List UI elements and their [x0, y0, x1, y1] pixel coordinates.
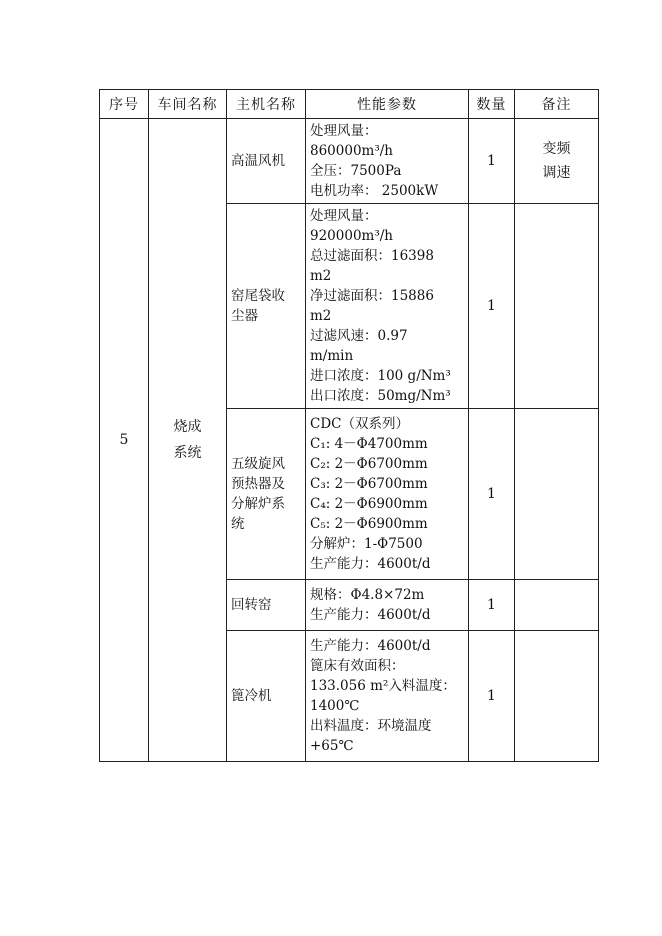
param-line: 规格：Φ4.8×72m — [310, 587, 425, 603]
unit-cell — [227, 119, 306, 204]
param-line: 860000m³/h — [310, 143, 393, 159]
unit-line: 回转窑 — [231, 597, 272, 613]
qty-cell: 1 — [469, 119, 515, 204]
equipment-spec-table — [99, 89, 599, 762]
unit-cell — [227, 580, 306, 631]
header-params: 性能参数 — [306, 90, 469, 119]
unit-line: 统 — [231, 516, 245, 532]
unit-line: 高温风机 — [231, 153, 285, 169]
header-unit: 主机名称 — [227, 90, 306, 119]
params-cell — [306, 631, 469, 762]
unit-cell — [227, 631, 306, 762]
unit-line: 预热器及 — [231, 476, 285, 492]
workshop-cell — [149, 119, 227, 762]
params-cell — [306, 204, 469, 409]
param-line: 分解炉：1-Φ7500 — [310, 536, 423, 552]
note-cell — [515, 409, 599, 580]
params-cell — [306, 119, 469, 204]
note-line: 变频 — [542, 141, 571, 157]
param-line: 过滤风速：0.97 — [310, 328, 408, 344]
param-line: 总过滤面积：16398 — [310, 248, 434, 264]
header-row — [100, 90, 599, 119]
unit-line: 篦冷机 — [231, 688, 272, 704]
seq-cell: 5 — [100, 119, 149, 762]
param-line: C₁: 4－Φ4700mm — [310, 436, 428, 452]
note-cell — [515, 580, 599, 631]
params-cell — [306, 580, 469, 631]
header-workshop: 车间名称 — [149, 90, 227, 119]
workshop-line: 系统 — [173, 445, 202, 461]
header-seq: 序号 — [100, 90, 149, 119]
param-line: 电机功率： 2500kW — [310, 183, 439, 199]
param-line: m2 — [310, 308, 332, 324]
unit-cell — [227, 204, 306, 409]
unit-line: 分解炉系 — [231, 496, 285, 512]
table-row — [100, 119, 599, 204]
unit-cell — [227, 409, 306, 580]
param-line: 920000m³/h — [310, 228, 393, 244]
qty-cell: 1 — [469, 204, 515, 409]
params-cell — [306, 409, 469, 580]
qty-cell: 1 — [469, 580, 515, 631]
param-line: 生产能力：4600t/d — [310, 556, 431, 572]
param-line: 生产能力：4600t/d — [310, 607, 431, 623]
header-qty: 数量 — [469, 90, 515, 119]
param-line: m2 — [310, 268, 332, 284]
param-line: 处理风量： — [310, 123, 378, 139]
note-cell — [515, 631, 599, 762]
qty-cell: 1 — [469, 631, 515, 762]
param-line: 出料温度：环境温度 — [310, 718, 432, 734]
param-line: 1400℃ — [310, 698, 360, 714]
param-line: 处理风量： — [310, 208, 378, 224]
unit-line: 尘器 — [231, 308, 258, 324]
param-line: C₃: 2－Φ6700mm — [310, 476, 428, 492]
param-line: C₅: 2－Φ6900mm — [310, 516, 428, 532]
param-line: 133.056 m²入料温度： — [310, 678, 456, 694]
qty-cell: 1 — [469, 409, 515, 580]
param-line: C₂: 2－Φ6700mm — [310, 456, 428, 472]
param-line: CDC（双系列） — [310, 416, 409, 432]
note-cell — [515, 204, 599, 409]
param-line: 进口浓度：100 g/Nm³ — [310, 368, 451, 384]
header-note: 备注 — [515, 90, 599, 119]
param-line: 全压：7500Pa — [310, 163, 402, 179]
param-line: 生产能力：4600t/d — [310, 638, 431, 654]
unit-line: 五级旋风 — [231, 456, 285, 472]
param-line: 出口浓度：50mg/Nm³ — [310, 388, 451, 404]
param-line: 净过滤面积：15886 — [310, 288, 434, 304]
param-line: 篦床有效面积： — [310, 658, 405, 674]
param-line: C₄: 2－Φ6900mm — [310, 496, 428, 512]
param-line: +65℃ — [310, 738, 354, 754]
unit-line: 窑尾袋收 — [231, 288, 285, 304]
note-line: 调速 — [542, 165, 571, 181]
workshop-line: 烧成 — [173, 419, 202, 435]
param-line: m/min — [310, 348, 354, 364]
note-cell — [515, 119, 599, 204]
